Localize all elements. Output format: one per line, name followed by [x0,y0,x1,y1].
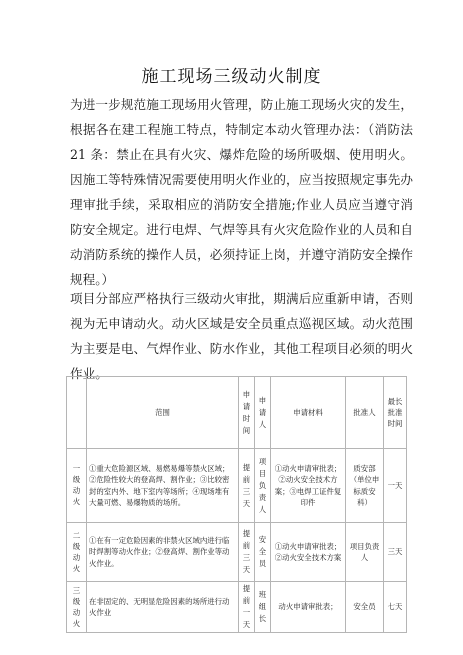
header-applicant: 申请人 [255,377,271,449]
cell-duration: 提前三天 [239,449,255,523]
cell-approver: 安全员 [346,582,384,633]
cell-scope: ①重大危险源区域、易燃易爆等禁火区域；②危险性较大的登高焊、割作业；③比较密封的室内外、地下室内等场所；④现场堆有大量可燃、易爆物质的场所。 [87,449,239,523]
cell-materials: 动火申请审批表； [271,582,346,633]
table-row [67,582,407,633]
paragraph-intro: 为进一步规范施工现场用火管理，防止施工现场火灾的发生，根据各在建工程施工特点，特制定本动火管理办法：（消防法 21 条：禁止在具有火灾、爆炸危险的场所吸烟、使用明火。因施工等特殊情况需要使用明火作业的，应当按照规定事先办理审批手续，采取相应的消防安全措施;作业人员应当遵守消防安全规定。进行电焊、气焊等具有火灾危险作业的人员和自动消防系统的操作人员，必须持证上岗，并遵守消防安全操作规程。） [70,97,413,287]
cell-applicant: 项目负责人 [255,449,271,523]
cell-level: 三级动火 [67,582,87,633]
cell-approver: 质安部（单位申标质安科） [346,449,384,523]
cell-approver: 项目负责人 [346,523,384,582]
cell-level: 一级动火 [67,449,87,523]
header-materials: 申请材料 [271,377,346,449]
table-row [67,449,407,523]
document-title: 施工现场三级动火制度 [141,67,322,87]
cell-longest: 一天 [384,449,407,523]
cell-applicant: 班组长 [255,582,271,633]
header-level [67,377,87,449]
cell-scope: 在非固定的、无明显危险因素的场所进行动火作业 [87,582,239,633]
cell-longest: 七天 [384,582,407,633]
cell-level: 二级动火 [67,523,87,582]
header-longest: 最长批准时间 [384,377,407,449]
cell-longest: 三天 [384,523,407,582]
header-approver: 批准人 [346,377,384,449]
cell-duration: 提前三天 [239,523,255,582]
cell-scope: ①在有一定危险因素的非禁火区域内进行临时焊割等动火作业；②登高焊、割作业等动火作业。 [87,523,239,582]
cell-materials: ①动火申请审批表；②动火安全技术方案 [271,523,346,582]
header-duration: 申请时间 [239,377,255,449]
hot-work-level-table [66,376,407,633]
paragraph-approval: 项目分部应严格执行三级动火审批，期满后应重新申请，否则视为无申请动火。动火区域是安全员重点巡视区域。动火范围为主要是电、气焊作业、防水作业，其他工程项目必须的明火作业。 [70,291,413,381]
table-row [67,523,407,582]
table-header-row [67,377,407,449]
cell-materials: ①动火申请审批表；②动火安全技术方案；③电焊工证件复印件 [271,449,346,523]
header-scope: 范围 [87,377,239,449]
cell-duration: 提前一天 [239,582,255,633]
cell-applicant: 安全员 [255,523,271,582]
